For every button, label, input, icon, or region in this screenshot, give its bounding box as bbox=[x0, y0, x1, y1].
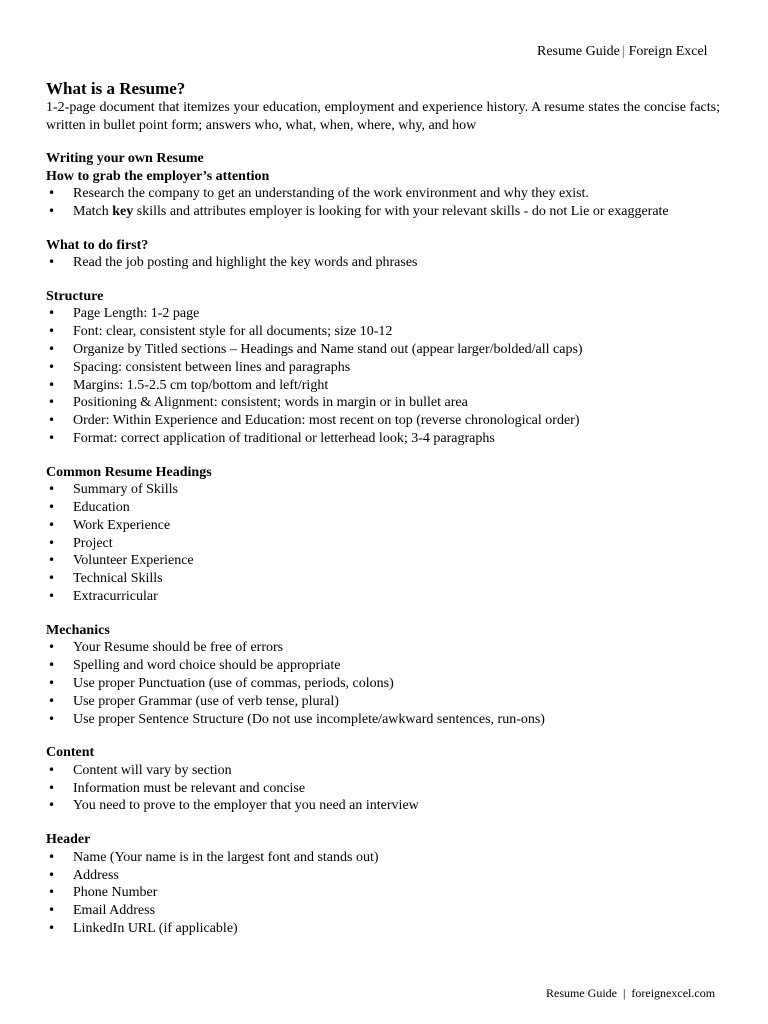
page-title: What is a Resume? bbox=[46, 79, 186, 98]
list-item: • Page Length: 1-2 page bbox=[46, 305, 720, 323]
section-heading: Structure bbox=[46, 288, 104, 304]
list-item: • Phone Number bbox=[46, 884, 720, 902]
list-item: • Technical Skills bbox=[46, 570, 720, 588]
intro-paragraph: 1-2-page document that itemizes your education, employment and experience history. A resume states the concise facts; written in bullet point form; answers who, what, when, where, why, and how bbox=[46, 100, 720, 133]
header-separator: | bbox=[621, 44, 625, 59]
document-body bbox=[46, 78, 720, 938]
section-heading: What to do first? bbox=[46, 237, 149, 253]
list-item: • Address bbox=[46, 867, 720, 885]
section-writing bbox=[46, 150, 720, 221]
list-item: • Email Address bbox=[46, 902, 720, 920]
list-item: • Use proper Punctuation (use of commas, periods, colons) bbox=[46, 675, 720, 693]
section-headings bbox=[46, 464, 720, 606]
list-item bbox=[46, 203, 720, 221]
list-item: • Content will vary by section bbox=[46, 762, 720, 780]
list-item: • Margins: 1.5-2.5 cm top/bottom and left/right bbox=[46, 377, 720, 395]
section-header bbox=[46, 831, 720, 937]
bullet-list bbox=[46, 305, 720, 447]
list-item: • Information must be relevant and concise bbox=[46, 780, 720, 798]
list-item: • Name (Your name is in the largest font and stands out) bbox=[46, 849, 720, 867]
list-item: • Read the job posting and highlight the key words and phrases bbox=[46, 254, 720, 272]
list-item: • Use proper Sentence Structure (Do not use incomplete/awkward sentences, run-ons) bbox=[46, 711, 720, 729]
header-site-name: Foreign Excel bbox=[628, 44, 708, 59]
page-header bbox=[537, 43, 721, 61]
section-content bbox=[46, 744, 720, 815]
list-item: • Summary of Skills bbox=[46, 481, 720, 499]
section-structure bbox=[46, 288, 720, 448]
bullet-list bbox=[46, 254, 720, 272]
list-item: • Font: clear, consistent style for all documents; size 10-12 bbox=[46, 323, 720, 341]
section-heading: Mechanics bbox=[46, 622, 110, 638]
list-item: • Education bbox=[46, 499, 720, 517]
list-item: • Your Resume should be free of errors bbox=[46, 639, 720, 657]
list-item: • Research the company to get an understanding of the work environment and why they exist. bbox=[46, 185, 720, 203]
item-text: skills and attributes employer is looking for with your relevant skills - do not Lie or exaggerate bbox=[133, 203, 669, 219]
list-item: • You need to prove to the employer that you need an interview bbox=[46, 797, 720, 815]
section-first bbox=[46, 237, 720, 272]
list-item: • Project bbox=[46, 535, 720, 553]
page-footer bbox=[546, 986, 715, 1000]
list-item: • Organize by Titled sections – Headings and Name stand out (appear larger/bolded/all caps) bbox=[46, 341, 720, 359]
section-mechanics bbox=[46, 622, 720, 728]
bullet-list bbox=[46, 849, 720, 938]
list-item: • Extracurricular bbox=[46, 588, 720, 606]
bullet-list bbox=[46, 762, 720, 815]
header-doc-title: Resume Guide bbox=[537, 44, 620, 59]
list-item: • Positioning & Alignment: consistent; words in margin or in bullet area bbox=[46, 394, 720, 412]
item-bold-text: key bbox=[112, 203, 134, 219]
section-heading: Header bbox=[46, 832, 91, 848]
section-subheading: How to grab the employer’s attention bbox=[46, 168, 270, 184]
item-text: Match bbox=[73, 203, 113, 219]
list-item: • Spacing: consistent between lines and paragraphs bbox=[46, 359, 720, 377]
section-heading: Content bbox=[46, 745, 95, 761]
footer-doc-title: Resume Guide bbox=[546, 986, 617, 1000]
bullet-list bbox=[46, 639, 720, 728]
list-item: • Volunteer Experience bbox=[46, 552, 720, 570]
list-item: • Order: Within Experience and Education: most recent on top (reverse chronological order) bbox=[46, 412, 720, 430]
list-item: • Spelling and word choice should be appropriate bbox=[46, 657, 720, 675]
bullet-list bbox=[46, 185, 720, 221]
list-item: • Use proper Grammar (use of verb tense, plural) bbox=[46, 693, 720, 711]
bullet-list bbox=[46, 481, 720, 606]
section-heading: Common Resume Headings bbox=[46, 464, 212, 480]
list-item: • Work Experience bbox=[46, 517, 720, 535]
list-item: • Format: correct application of traditional or letterhead look; 3-4 paragraphs bbox=[46, 430, 720, 448]
footer-separator: | bbox=[623, 986, 626, 1000]
section-heading: Writing your own Resume bbox=[46, 151, 204, 166]
list-item: • LinkedIn URL (if applicable) bbox=[46, 920, 720, 938]
footer-website: foreignexcel.com bbox=[631, 986, 716, 1000]
